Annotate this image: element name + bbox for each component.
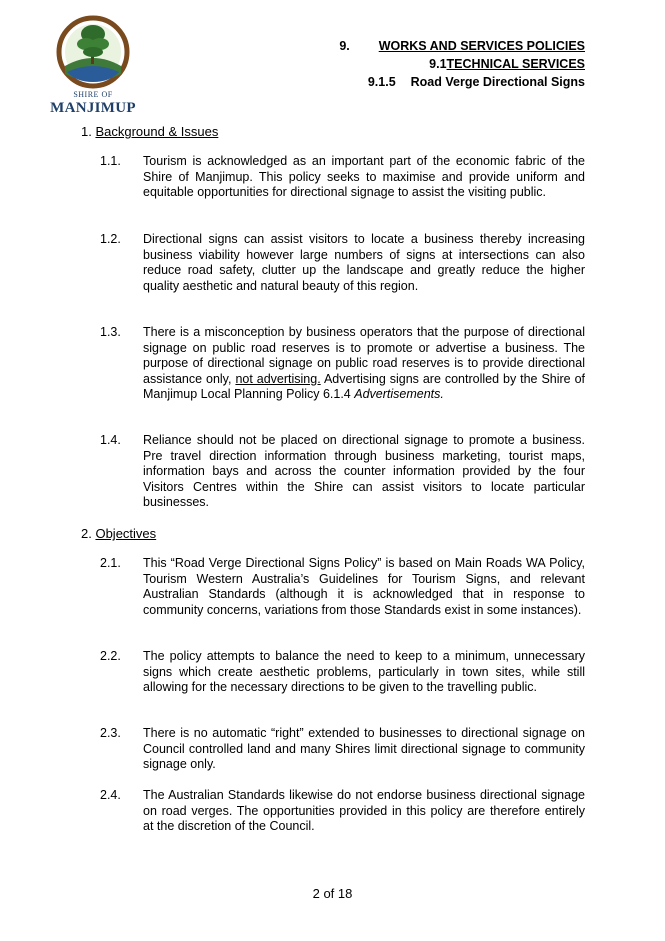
paragraph-1-3: [100, 325, 585, 403]
chapter-title: WORKS AND SERVICES POLICIES: [378, 39, 585, 53]
paragraph-text-italic: Advertisements.: [354, 387, 444, 401]
section-heading-background: [81, 124, 218, 139]
page-footer: [0, 886, 665, 901]
paragraph-text: [143, 325, 585, 403]
paragraph-text: Reliance should not be placed on directional signage to promote a business. Pre travel direction information through business marketing, tourist maps, information bays and across the counter information provided by the four Visitors Centres within the Shire can assist visitors to locate particular businesses.: [143, 433, 585, 509]
paragraph-number: 2.4.: [100, 788, 121, 802]
section-title: TECHNICAL SERVICES: [446, 57, 585, 71]
logo-main-text: MANJIMUP: [50, 100, 136, 116]
page-number: 2: [312, 886, 320, 901]
chapter-heading: [339, 39, 585, 53]
paragraph-text-part: Advertising signs are controlled by the Shire of Manjimup Local Planning Policy 6.1.4: [143, 371, 586, 401]
page-total: 18: [337, 886, 353, 901]
section-heading-text: Objectives: [95, 526, 157, 541]
paragraph-number: 2.1.: [100, 556, 121, 570]
section-number: 9.1: [429, 57, 447, 71]
paragraph-1-2: [100, 232, 585, 294]
paragraph-2-2: [100, 649, 585, 696]
paragraph-number: 1.2.: [100, 232, 121, 246]
paragraph-2-1: [100, 556, 585, 618]
paragraph-text: Tourism is acknowledged as an important part of the economic fabric of the Shire of Manjimup. This policy seeks to maximise and provide uniform and equitable opportunities for directional signage to assist the visiting public.: [143, 154, 585, 199]
page-of-word: of: [323, 886, 335, 901]
policy-heading: [368, 75, 585, 89]
section-heading-number: 2.: [81, 526, 92, 541]
paragraph-2-4: [100, 788, 585, 835]
paragraph-text: The Australian Standards likewise do not endorse business directional signage on road verges. The opportunities provided in this policy are therefore entirely at the discretion of the Council.: [143, 788, 585, 833]
paragraph-text-underlined: not advertising.: [235, 371, 321, 386]
paragraph-number: 2.3.: [100, 726, 121, 740]
section-heading-text: Background & Issues: [95, 124, 219, 139]
section-heading-number: 1.: [81, 124, 92, 139]
paragraph-2-3: [100, 726, 585, 773]
paragraph-text: There is no automatic “right” extended to businesses to directional signage on Council controlled land and many Shires limit directional signage to community signage only.: [143, 726, 585, 771]
paragraph-text-part: There is a misconception by business operators that the purpose of directional signage on public road reserves is to promote or advertise a business. The purpose of directional signage on public road reserves is to provide directional assistance only,: [143, 325, 585, 386]
paragraph-number: 1.1.: [100, 154, 121, 168]
policy-number: 9.1.5: [367, 75, 396, 89]
shire-logo: [50, 14, 136, 116]
logo-top-text: SHIRE OF: [73, 90, 113, 99]
paragraph-number: 1.4.: [100, 433, 121, 447]
chapter-number: 9.: [339, 39, 350, 53]
paragraph-number: 2.2.: [100, 649, 121, 663]
policy-title: Road Verge Directional Signs: [410, 75, 585, 89]
paragraph-1-4: [100, 433, 585, 511]
paragraph-1-1: [100, 154, 585, 201]
paragraph-text: Directional signs can assist visitors to locate a business thereby increasing business viability however large numbers of signs at intersections can also reduce road safety, clutter up the landscape and greatly reduce the higher quality aesthetic and natural beauty of this region.: [143, 232, 585, 293]
section-heading: [429, 57, 585, 71]
section-heading-objectives: [81, 526, 156, 541]
logo-emblem: [50, 14, 136, 90]
paragraph-text: The policy attempts to balance the need to keep to a minimum, unnecessary signs which create aesthetic problems, particularly in town sites, while still allowing for the necessary directions to be given to the travelling public.: [143, 649, 585, 694]
paragraph-text: This “Road Verge Directional Signs Policy” is based on Main Roads WA Policy, Tourism Western Australia’s Guidelines for Tourism Signs, and relevant Australian Standards (although it is acknowledged that in response to community concerns, variations from those Standards exist in some instances).: [143, 556, 585, 617]
paragraph-number: 1.3.: [100, 325, 121, 339]
